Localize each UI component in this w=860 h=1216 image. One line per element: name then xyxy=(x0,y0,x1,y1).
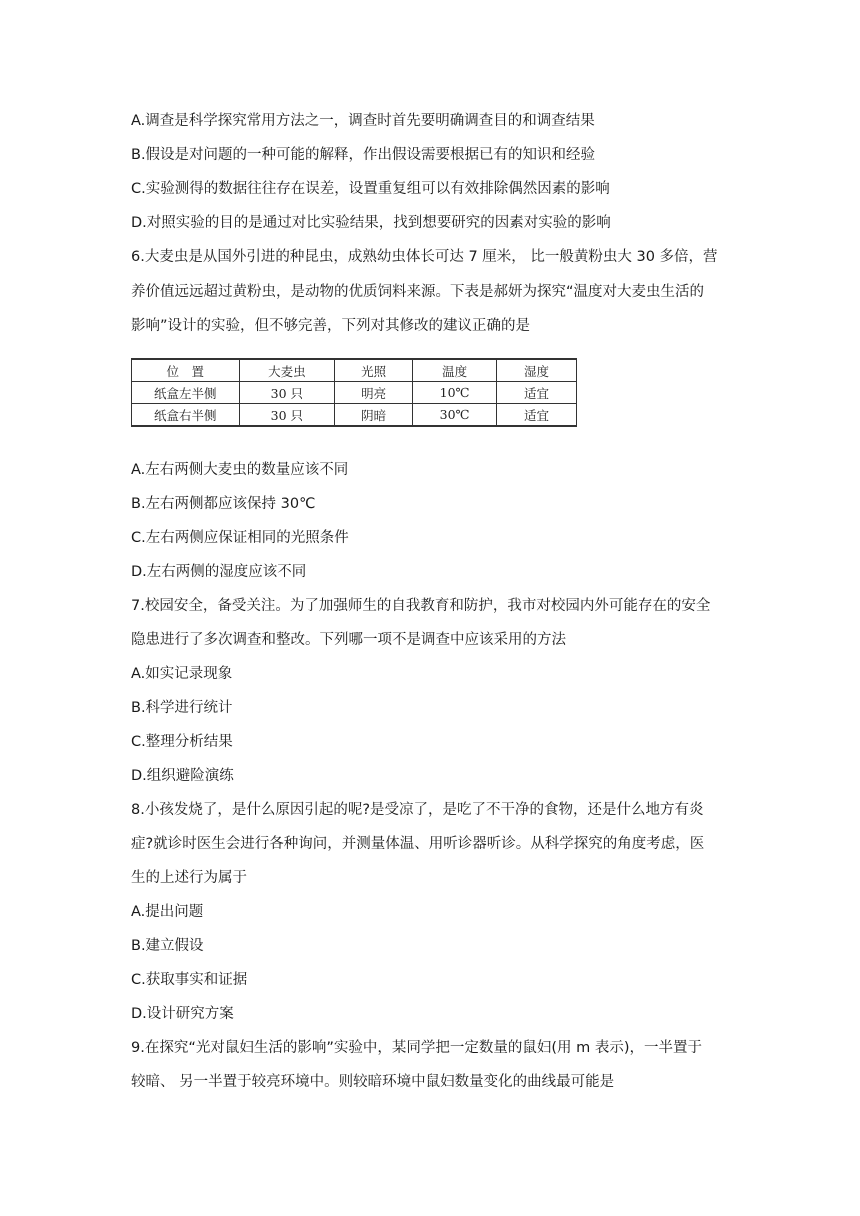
table-cell: 纸盒右半侧 xyxy=(132,404,240,427)
q6-stem-line-2: 养价值远远超过黄粉虫，是动物的优质饲料来源。下表是郝妍为探究“温度对大麦虫生活的 xyxy=(131,284,705,300)
q8-stem-line-3: 生的上述行为属于 xyxy=(131,870,247,886)
table-header-cell: 湿度 xyxy=(497,359,577,382)
q6-option-d: D.左右两侧的湿度应该不同 xyxy=(131,564,307,580)
q8-option-d: D.设计研究方案 xyxy=(131,1006,234,1022)
table-cell: 适宜 xyxy=(497,382,577,404)
table-header-cell: 位 置 xyxy=(132,359,240,382)
q6-stem-line-3: 影响”设计的实验，但不够完善，下列对其修改的建议正确的是 xyxy=(131,318,531,334)
table-cell: 适宜 xyxy=(497,404,577,427)
table-cell: 阴暗 xyxy=(335,404,413,427)
table-cell: 明亮 xyxy=(335,382,413,404)
q9-stem-line-1: 9.在探究“光对鼠妇生活的影响”实验中，某同学把一定数量的鼠妇(用 m 表示)，一半置于 xyxy=(131,1040,703,1056)
q5-option-d: D.对照实验的目的是通过对比实验结果，找到想要研究的因素对实验的影响 xyxy=(131,215,611,231)
q6-stem-line-1: 6.大麦虫是从国外引进的种昆虫，成熟幼虫体长可达 7 厘米， 比一般黄粉虫大 30 多倍，营 xyxy=(131,249,718,265)
q5-option-a: A.调查是科学探究常用方法之一，调查时首先要明确调查目的和调查结果 xyxy=(131,113,595,129)
q6-option-b: B.左右两侧都应该保持 30℃ xyxy=(131,496,316,512)
q8-option-b: B.建立假设 xyxy=(131,938,204,954)
q6-option-a: A.左右两侧大麦虫的数量应该不同 xyxy=(131,462,349,478)
q8-option-a: A.提出问题 xyxy=(131,904,204,920)
q7-option-c: C.整理分析结果 xyxy=(131,734,233,750)
q7-stem-line-1: 7.校园安全，备受关注。为了加强师生的自我教育和防护，我市对校园内外可能存在的安全 xyxy=(131,598,711,614)
table-header-cell: 光照 xyxy=(335,359,413,382)
q5-option-c: C.实验测得的数据往往存在误差，设置重复组可以有效排除偶然因素的影响 xyxy=(131,181,610,197)
table-row xyxy=(132,382,577,404)
q6-option-c: C.左右两侧应保证相同的光照条件 xyxy=(131,530,349,546)
table-header-cell: 大麦虫 xyxy=(239,359,335,382)
table-cell: 10℃ xyxy=(413,382,497,404)
q8-option-c: C.获取事实和证据 xyxy=(131,972,248,988)
table-header-row xyxy=(132,359,577,382)
table-row xyxy=(132,404,577,427)
q7-option-d: D.组织避险演练 xyxy=(131,768,234,784)
experiment-table xyxy=(131,358,577,427)
table-header-cell: 温度 xyxy=(413,359,497,382)
q8-stem-line-2: 症?就诊时医生会进行各种询问，并测量体温、用听诊器听诊。从科学探究的角度考虑，医 xyxy=(131,836,705,852)
experiment-table-image xyxy=(131,358,579,438)
table-cell: 纸盒左半侧 xyxy=(132,382,240,404)
q7-option-b: B.科学进行统计 xyxy=(131,700,233,716)
table-cell: 30 只 xyxy=(239,382,335,404)
q9-stem-line-2: 较暗、 另一半置于较亮环境中。则较暗环境中鼠妇数量变化的曲线最可能是 xyxy=(131,1074,615,1090)
q7-stem-line-2: 隐患进行了多次调查和整改。下列哪一项不是调查中应该采用的方法 xyxy=(131,632,566,648)
table-cell: 30℃ xyxy=(413,404,497,427)
table-cell: 30 只 xyxy=(239,404,335,427)
q7-option-a: A.如实记录现象 xyxy=(131,666,233,682)
q8-stem-line-1: 8.小孩发烧了，是什么原因引起的呢?是受凉了，是吃了不干净的食物，还是什么地方有炎 xyxy=(131,802,704,818)
q5-option-b: B.假设是对问题的一种可能的解释，作出假设需要根据已有的知识和经验 xyxy=(131,147,596,163)
